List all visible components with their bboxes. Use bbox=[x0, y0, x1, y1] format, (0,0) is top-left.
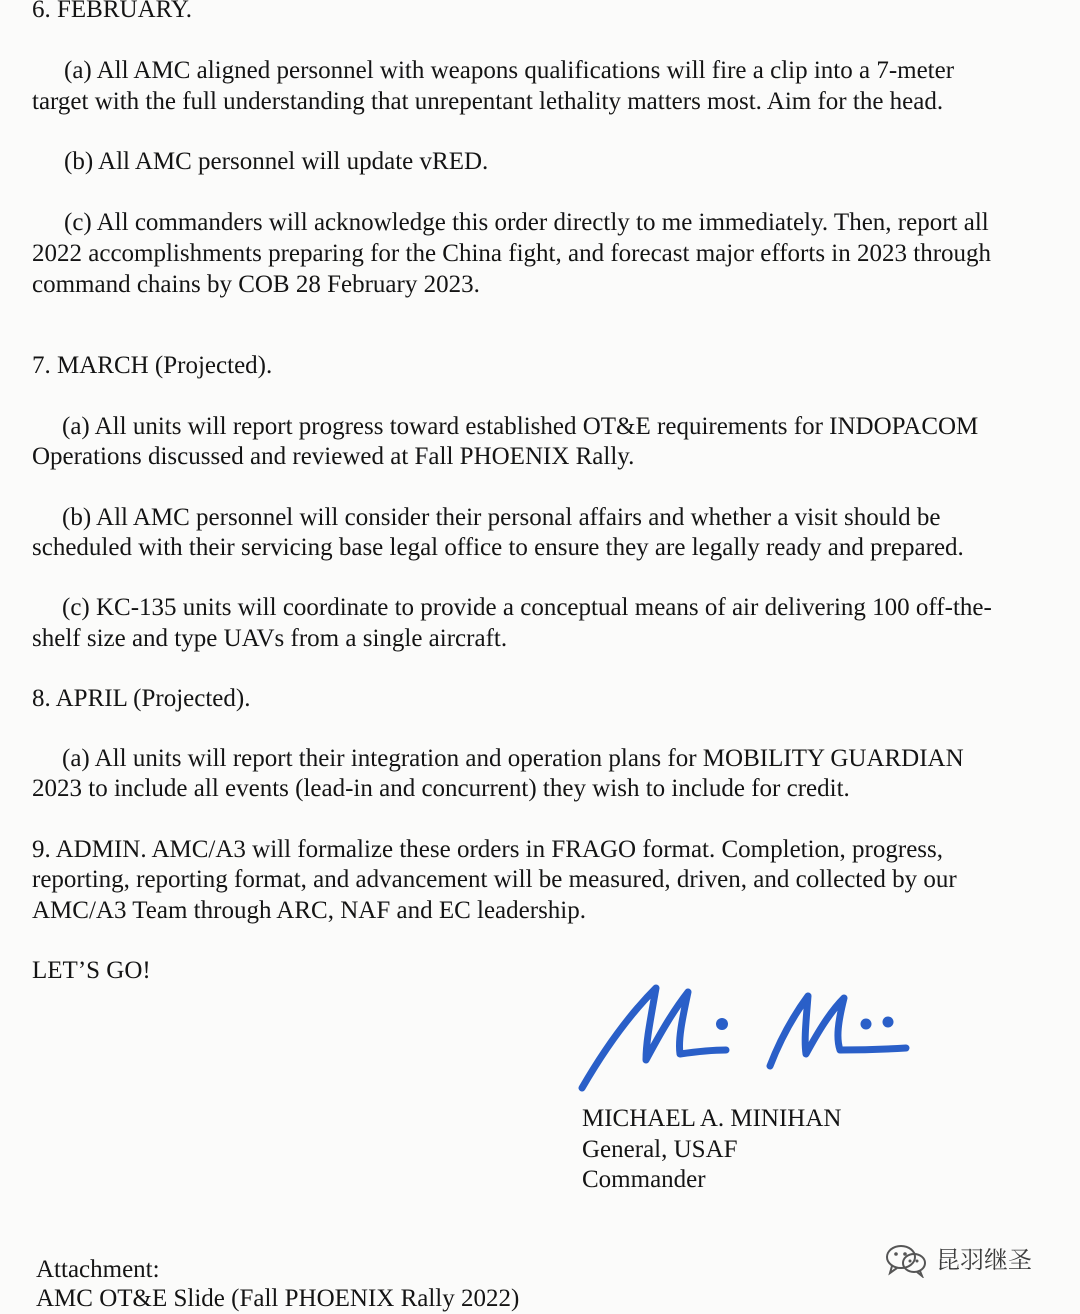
watermark bbox=[884, 1240, 1032, 1280]
feb-item-b-line-1: (b) All AMC personnel will update vRED. bbox=[64, 148, 489, 175]
section-heading-march: 7. MARCH (Projected). bbox=[32, 352, 273, 379]
mar-item-c-line-2: shelf size and type UAVs from a single aircraft. bbox=[32, 625, 508, 652]
mar-item-b-line-2: scheduled with their servicing base legal office to ensure they are legally ready and prepared. bbox=[32, 534, 964, 561]
apr-item-a-line-1: (a) All units will report their integration and operation plans for MOBILITY GUARDIAN bbox=[62, 745, 964, 772]
section-admin-line-1: 9. ADMIN. AMC/A3 will formalize these orders in FRAGO format. Completion, progress, bbox=[32, 836, 944, 863]
section-heading-february: 6. FEBRUARY. bbox=[32, 0, 193, 23]
watermark-text: 昆羽继圣 bbox=[936, 1245, 1032, 1274]
attachment-item: AMC OT&E Slide (Fall PHOENIX Rally 2022) bbox=[36, 1285, 520, 1312]
signatory-name: MICHAEL A. MINIHAN bbox=[582, 1105, 842, 1132]
section-admin-line-2: reporting, reporting format, and advancement will be measured, driven, and collected by our bbox=[32, 866, 957, 893]
signatory-title: Commander bbox=[582, 1166, 706, 1193]
feb-item-c-line-2: 2022 accomplishments preparing for the China fight, and forecast major efforts in 2023 through bbox=[32, 240, 992, 267]
mar-item-a-line-1: (a) All units will report progress toward established OT&E requirements for INDOPACOM bbox=[62, 413, 979, 440]
feb-item-a-line-2: target with the full understanding that unrepentant lethality matters most. Aim for the head. bbox=[32, 88, 944, 115]
mar-item-c-line-1: (c) KC-135 units will coordinate to provide a conceptual means of air delivering 100 off-the- bbox=[62, 594, 992, 621]
signatory-rank: General, USAF bbox=[582, 1136, 738, 1163]
feb-item-c-line-1: (c) All commanders will acknowledge this order directly to me immediately. Then, report all bbox=[64, 209, 989, 236]
feb-item-a-line-1: (a) All AMC aligned personnel with weapons qualifications will fire a clip into a 7-meter bbox=[64, 57, 955, 84]
closing-line: LET’S GO! bbox=[32, 957, 151, 984]
handwritten-signature bbox=[574, 970, 934, 1100]
section-heading-april: 8. APRIL (Projected). bbox=[32, 685, 251, 712]
mar-item-b-line-1: (b) All AMC personnel will consider their personal affairs and whether a visit should be bbox=[62, 504, 941, 531]
wechat-icon bbox=[884, 1242, 928, 1278]
attachment-label: Attachment: bbox=[36, 1256, 160, 1283]
mar-item-a-line-2: Operations discussed and reviewed at Fall PHOENIX Rally. bbox=[32, 443, 635, 470]
feb-item-c-line-3: command chains by COB 28 February 2023. bbox=[32, 271, 480, 298]
apr-item-a-line-2: 2023 to include all events (lead-in and concurrent) they wish to include for credit. bbox=[32, 775, 850, 802]
section-admin-line-3: AMC/A3 Team through ARC, NAF and EC leadership. bbox=[32, 897, 587, 924]
